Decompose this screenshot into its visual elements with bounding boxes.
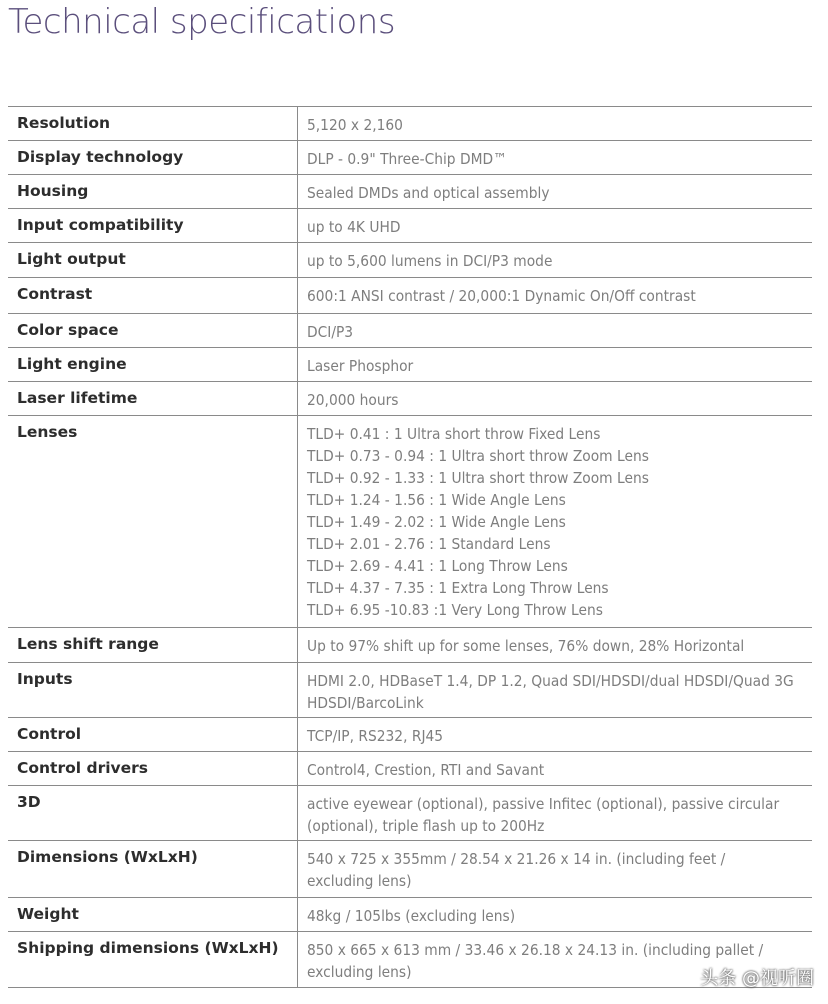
spec-label: Control bbox=[17, 725, 82, 743]
spec-value bbox=[307, 216, 801, 238]
spec-row bbox=[8, 175, 812, 209]
spec-label: Display technology bbox=[17, 148, 184, 166]
spec-label-cell bbox=[8, 752, 297, 786]
spec-value-cell bbox=[297, 786, 812, 841]
spec-label-cell bbox=[8, 382, 297, 416]
spec-label-cell bbox=[8, 628, 297, 663]
spec-label-cell bbox=[8, 107, 297, 141]
spec-row bbox=[8, 752, 812, 786]
spec-label: Laser lifetime bbox=[17, 389, 138, 407]
spec-value-cell bbox=[297, 628, 812, 663]
spec-value-line: Control4, Crestion, RTI and Savant bbox=[306, 761, 544, 779]
spec-label-cell bbox=[8, 932, 297, 988]
spec-label: Shipping dimensions (WxLxH) bbox=[17, 939, 279, 957]
spec-value bbox=[307, 355, 801, 377]
spec-label: Lenses bbox=[17, 423, 78, 441]
spec-value bbox=[307, 793, 801, 837]
spec-value-line: excluding lens) bbox=[306, 872, 411, 890]
spec-value-line: DCI/P3 bbox=[306, 323, 353, 341]
spec-row bbox=[8, 382, 812, 416]
spec-value-line: up to 4K UHD bbox=[306, 218, 400, 236]
spec-value-cell bbox=[297, 752, 812, 786]
spec-value-cell bbox=[297, 314, 812, 348]
spec-label: Control drivers bbox=[17, 759, 149, 777]
spec-row bbox=[8, 141, 812, 175]
specifications-table bbox=[8, 106, 812, 988]
spec-label: Lens shift range bbox=[17, 635, 159, 653]
spec-label-cell bbox=[8, 175, 297, 209]
spec-label-cell bbox=[8, 841, 297, 898]
spec-row bbox=[8, 841, 812, 898]
page-title: Technical specifications bbox=[8, 2, 396, 42]
spec-label-cell bbox=[8, 416, 297, 628]
spec-value-cell bbox=[297, 243, 812, 278]
spec-value-line: TLD+ 1.24 - 1.56 : 1 Wide Angle Lens bbox=[306, 491, 566, 509]
spec-value-line: HDMI 2.0, HDBaseT 1.4, DP 1.2, Quad SDI/HDSDI/dual HDSDI/Quad 3G bbox=[306, 672, 794, 690]
spec-label: Light output bbox=[17, 250, 126, 268]
spec-row bbox=[8, 314, 812, 348]
spec-label-cell bbox=[8, 718, 297, 752]
spec-value-line: (optional), triple flash up to 200Hz bbox=[306, 817, 544, 835]
spec-value bbox=[307, 285, 801, 307]
specifications-table-body bbox=[8, 107, 812, 988]
spec-label: Light engine bbox=[17, 355, 127, 373]
spec-label: Input compatibility bbox=[17, 216, 184, 234]
spec-value bbox=[307, 759, 801, 781]
spec-label: Weight bbox=[17, 905, 79, 923]
spec-value-line: TCP/IP, RS232, RJ45 bbox=[306, 727, 443, 745]
spec-value-cell bbox=[297, 107, 812, 141]
spec-label-cell bbox=[8, 209, 297, 243]
spec-value-line: TLD+ 1.49 - 2.02 : 1 Wide Angle Lens bbox=[306, 513, 566, 531]
spec-row bbox=[8, 243, 812, 278]
spec-value bbox=[307, 725, 801, 747]
spec-value-cell bbox=[297, 348, 812, 382]
spec-value-cell bbox=[297, 416, 812, 628]
spec-row bbox=[8, 786, 812, 841]
spec-row bbox=[8, 718, 812, 752]
spec-row bbox=[8, 209, 812, 243]
spec-value bbox=[307, 321, 801, 343]
spec-value-line: Laser Phosphor bbox=[306, 357, 413, 375]
spec-value bbox=[307, 423, 801, 621]
spec-value bbox=[307, 905, 801, 927]
spec-value-cell bbox=[297, 278, 812, 314]
spec-value-line: TLD+ 2.01 - 2.76 : 1 Standard Lens bbox=[306, 535, 551, 553]
spec-value-line: TLD+ 6.95 -10.83 :1 Very Long Throw Lens bbox=[306, 601, 603, 619]
spec-row bbox=[8, 628, 812, 663]
spec-label: Dimensions (WxLxH) bbox=[17, 848, 198, 866]
spec-row bbox=[8, 898, 812, 932]
spec-label: 3D bbox=[17, 793, 41, 811]
spec-label-cell bbox=[8, 786, 297, 841]
spec-value bbox=[307, 848, 801, 892]
spec-value-line: 5,120 x 2,160 bbox=[306, 116, 403, 134]
spec-row bbox=[8, 663, 812, 718]
spec-value-line: excluding lens) bbox=[306, 963, 411, 981]
spec-value-line: 850 x 665 x 613 mm / 33.46 x 26.18 x 24.13 in. (including pallet / bbox=[306, 941, 763, 959]
spec-value bbox=[307, 148, 801, 170]
spec-value-cell bbox=[297, 209, 812, 243]
spec-value-line: active eyewear (optional), passive Infitec (optional), passive circular bbox=[306, 795, 779, 813]
spec-value-line: TLD+ 0.92 - 1.33 : 1 Ultra short throw Zoom Lens bbox=[306, 469, 649, 487]
spec-value-line: TLD+ 2.69 - 4.41 : 1 Long Throw Lens bbox=[306, 557, 568, 575]
spec-value-cell bbox=[297, 898, 812, 932]
spec-value bbox=[307, 389, 801, 411]
spec-value bbox=[307, 250, 801, 272]
spec-value-cell bbox=[297, 175, 812, 209]
spec-value-cell bbox=[297, 841, 812, 898]
spec-value-line: TLD+ 0.73 - 0.94 : 1 Ultra short throw Zoom Lens bbox=[306, 447, 649, 465]
spec-label-cell bbox=[8, 278, 297, 314]
spec-value-line: up to 5,600 lumens in DCI/P3 mode bbox=[306, 252, 552, 270]
spec-value-cell bbox=[297, 663, 812, 718]
spec-row bbox=[8, 416, 812, 628]
spec-value bbox=[307, 182, 801, 204]
spec-value-line: TLD+ 4.37 - 7.35 : 1 Extra Long Throw Lens bbox=[306, 579, 609, 597]
spec-value-cell bbox=[297, 382, 812, 416]
spec-row bbox=[8, 107, 812, 141]
spec-row bbox=[8, 932, 812, 988]
spec-value-line: HDSDI/BarcoLink bbox=[306, 694, 424, 712]
spec-value-line: Up to 97% shift up for some lenses, 76% down, 28% Horizontal bbox=[306, 637, 744, 655]
spec-value-line: TLD+ 0.41 : 1 Ultra short throw Fixed Lens bbox=[306, 425, 600, 443]
spec-row bbox=[8, 278, 812, 314]
spec-value-line: Sealed DMDs and optical assembly bbox=[306, 184, 550, 202]
spec-value bbox=[307, 114, 801, 136]
spec-label: Inputs bbox=[17, 670, 73, 688]
spec-label-cell bbox=[8, 314, 297, 348]
spec-label-cell bbox=[8, 348, 297, 382]
spec-row bbox=[8, 348, 812, 382]
spec-label-cell bbox=[8, 663, 297, 718]
spec-label-cell bbox=[8, 141, 297, 175]
spec-value bbox=[307, 635, 801, 657]
spec-value bbox=[307, 670, 801, 714]
spec-value-line: 540 x 725 x 355mm / 28.54 x 21.26 x 14 in. (including feet / bbox=[306, 850, 725, 868]
spec-value-line: 600:1 ANSI contrast / 20,000:1 Dynamic On/Off contrast bbox=[306, 287, 696, 305]
spec-label-cell bbox=[8, 243, 297, 278]
spec-value-line: 48kg / 105lbs (excluding lens) bbox=[306, 907, 515, 925]
watermark: 头条 @视听圈 bbox=[700, 968, 814, 989]
spec-value-line: 20,000 hours bbox=[306, 391, 398, 409]
spec-label: Contrast bbox=[17, 285, 93, 303]
spec-value-line: DLP - 0.9" Three-Chip DMD™ bbox=[306, 150, 507, 168]
spec-value-cell bbox=[297, 141, 812, 175]
spec-label: Resolution bbox=[17, 114, 111, 132]
spec-label: Color space bbox=[17, 321, 119, 339]
spec-label: Housing bbox=[17, 182, 89, 200]
spec-value-cell bbox=[297, 718, 812, 752]
spec-label-cell bbox=[8, 898, 297, 932]
